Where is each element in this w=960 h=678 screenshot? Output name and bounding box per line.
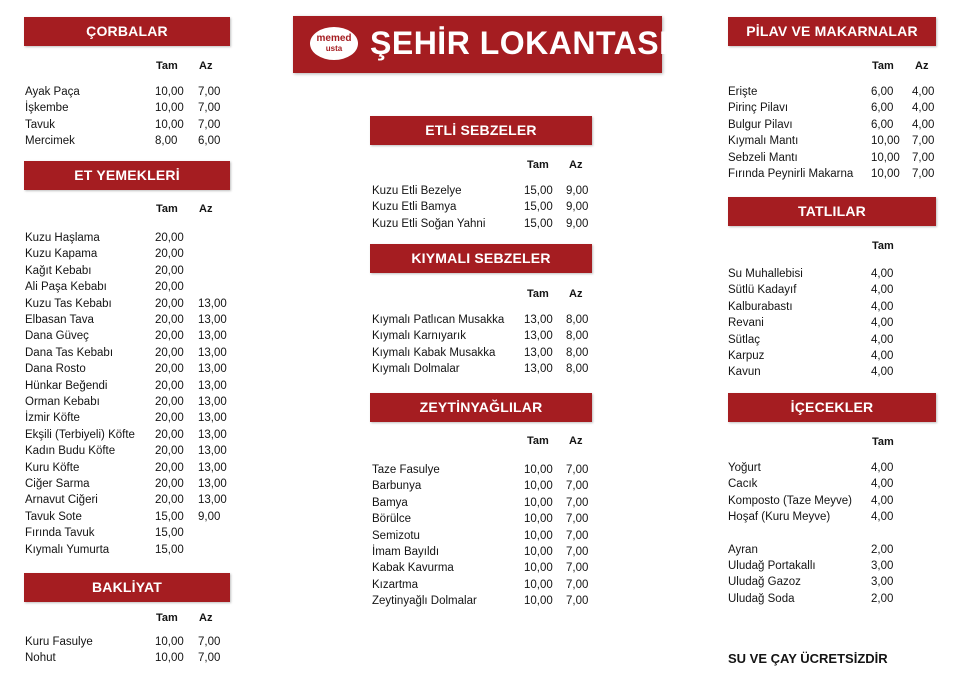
menu-item-row [0, 100, 960, 116]
column-header-az: Az [915, 60, 929, 72]
menu-item-name: Kabak Kavurma [372, 562, 454, 575]
menu-item-name: Hünkar Beğendi [25, 379, 108, 392]
menu-item-price-tam: 10,00 [871, 135, 900, 148]
menu-item-price-tam: 4,00 [871, 494, 894, 507]
menu-item-name: Semizotu [372, 529, 420, 542]
menu-item-name: Tavuk [25, 118, 56, 131]
menu-item-name: Bamya [372, 496, 408, 509]
column-header-az: Az [199, 612, 213, 624]
menu-item-row [0, 591, 960, 607]
menu-item-price-tam: 20,00 [155, 248, 184, 261]
column-header-tam: Tam [527, 159, 549, 171]
menu-item-name: Mercimek [25, 135, 75, 148]
menu-item-row [0, 476, 960, 492]
menu-item-price-tam: 4,00 [871, 478, 894, 491]
menu-item-price-az: 8,00 [566, 330, 589, 343]
menu-item-price-az: 7,00 [912, 168, 935, 180]
menu-item-price-tam: 20,00 [155, 412, 184, 425]
menu-item-name: Kıymalı Kabak Musakka [372, 346, 496, 359]
menu-item-price-tam: 10,00 [524, 513, 553, 526]
menu-item-price-tam: 20,00 [155, 478, 184, 490]
menu-item-row [0, 348, 960, 364]
menu-item-name: Zeytinyağlı Dolmalar [372, 595, 477, 608]
menu-item-price-az: 7,00 [912, 151, 935, 164]
menu-item-price-tam: 13,00 [524, 330, 553, 343]
menu-item-price-tam: 10,00 [524, 546, 553, 558]
menu-item-price-az: 13,00 [198, 330, 227, 343]
menu-item-price-tam: 4,00 [871, 462, 894, 474]
menu-item-price-tam: 15,00 [524, 217, 553, 230]
menu-item-price-tam: 13,00 [524, 314, 553, 326]
menu-item-price-az: 13,00 [198, 494, 227, 507]
menu-item-row [0, 315, 960, 331]
menu-item-price-az: 9,00 [198, 510, 221, 523]
section-title-bar: ETLİ SEBZELER [370, 116, 592, 145]
menu-item-price-az: 7,00 [198, 652, 221, 665]
menu-item-price-az: 13,00 [198, 461, 227, 474]
menu-item-price-az: 6,00 [198, 135, 221, 148]
column-header-az: Az [199, 203, 213, 215]
menu-item-price-az: 4,00 [912, 118, 935, 131]
menu-item-row [0, 299, 960, 315]
column-header-tam: Tam [156, 60, 178, 72]
menu-item-name: Sütlaç [728, 333, 760, 346]
memed-usta-logo [310, 27, 358, 60]
menu-item-price-tam: 4,00 [871, 317, 894, 330]
menu-item-name: Bulgur Pilavı [728, 118, 793, 131]
menu-item-price-az: 7,00 [912, 135, 935, 148]
column-header-tam: Tam [156, 203, 178, 215]
menu-item-name: Kuzu Tas Kebabı [25, 297, 112, 310]
menu-item-name: Su Muhallebisi [728, 268, 803, 280]
menu-item-price-tam: 6,00 [871, 102, 894, 115]
menu-item-price-tam: 10,00 [155, 652, 184, 665]
menu-item-price-tam: 4,00 [871, 284, 894, 297]
menu-item-price-tam: 6,00 [871, 86, 894, 98]
menu-item-price-tam: 10,00 [871, 151, 900, 164]
menu-item-name: Uludağ Portakallı [728, 560, 816, 572]
menu-item-price-tam: 20,00 [155, 363, 184, 376]
menu-item-price-tam: 2,00 [871, 543, 894, 556]
menu-item-price-tam: 20,00 [155, 330, 184, 343]
menu-item-price-az: 7,00 [198, 636, 221, 648]
section-title-bar: KIYMALI SEBZELER [370, 244, 592, 273]
section-title-bar: BAKLİYAT [24, 573, 230, 602]
menu-item-price-az: 13,00 [198, 428, 227, 441]
restaurant-title-banner [293, 16, 669, 73]
menu-item-price-az: 7,00 [198, 86, 221, 98]
column-header-az: Az [569, 288, 583, 300]
menu-item-price-tam: 20,00 [155, 396, 184, 408]
menu-item-price-tam: 15,00 [524, 185, 553, 197]
menu-item-price-az: 7,00 [198, 118, 221, 131]
menu-item-price-tam: 2,00 [871, 592, 894, 605]
menu-item-price-tam: 10,00 [155, 102, 184, 115]
menu-item-name: Fırında Tavuk [25, 527, 95, 540]
menu-item-row [0, 166, 960, 182]
menu-item-price-tam: 13,00 [524, 363, 553, 376]
menu-item-price-az: 7,00 [566, 480, 589, 493]
menu-item-name: Ayran [728, 543, 758, 556]
menu-item-name: Kıymalı Karnıyarık [372, 330, 466, 343]
menu-item-name: Orman Kebabı [25, 396, 100, 408]
menu-item-price-tam: 20,00 [155, 346, 184, 359]
menu-item-price-tam: 4,00 [871, 333, 894, 346]
menu-item-name: Taze Fasulye [372, 464, 440, 476]
menu-item-price-az: 13,00 [198, 314, 227, 326]
menu-item-price-az: 7,00 [566, 513, 589, 526]
column-header-tam: Tam [872, 60, 894, 72]
menu-item-name: Kıymalı Yumurta [25, 543, 110, 556]
menu-item-name: Revani [728, 317, 764, 330]
menu-item-price-tam: 10,00 [524, 578, 553, 591]
menu-item-price-tam: 10,00 [524, 529, 553, 542]
menu-item-row [0, 150, 960, 166]
menu-item-name: Kalburabastı [728, 300, 793, 313]
menu-item-price-az: 8,00 [566, 314, 589, 326]
menu-item-row [0, 427, 960, 443]
section-title-bar: PİLAV VE MAKARNALAR [728, 17, 936, 46]
menu-item-name: Fırında Peynirli Makarna [728, 168, 854, 180]
menu-item-row [0, 634, 960, 650]
menu-item-price-az: 8,00 [566, 346, 589, 359]
menu-item-name: Dana Rosto [25, 363, 86, 376]
menu-item-price-tam: 20,00 [155, 445, 184, 458]
menu-item-name: Kağıt Kebabı [25, 264, 92, 277]
menu-item-price-tam: 15,00 [155, 527, 184, 540]
menu-item-name: Arnavut Ciğeri [25, 494, 98, 507]
menu-item-row [0, 117, 960, 133]
column-header-tam: Tam [527, 288, 549, 300]
menu-item-name: Dana Tas Kebabı [25, 346, 114, 359]
menu-item-name: Kıymalı Mantı [728, 135, 799, 148]
menu-item-name: Tavuk Sote [25, 510, 82, 523]
menu-item-price-az: 13,00 [198, 478, 227, 490]
menu-item-price-az: 9,00 [566, 201, 589, 214]
menu-item-price-tam: 4,00 [871, 366, 894, 379]
menu-item-name: Kavun [728, 366, 761, 379]
menu-item-name: Erişte [728, 86, 758, 98]
menu-item-name: Barbunya [372, 480, 422, 493]
menu-item-price-tam: 10,00 [524, 595, 553, 608]
menu-item-name: Komposto (Taze Meyve) [728, 494, 852, 507]
section-title-bar: TATLILAR [728, 197, 936, 226]
menu-item-price-az: 7,00 [566, 595, 589, 608]
menu-item-name: Cacık [728, 478, 758, 491]
section-title-bar: İÇECEKLER [728, 393, 936, 422]
menu-item-price-tam: 10,00 [524, 562, 553, 575]
menu-item-price-az: 9,00 [566, 217, 589, 230]
menu-item-price-tam: 10,00 [524, 480, 553, 493]
menu-item-price-az: 7,00 [566, 529, 589, 542]
menu-item-name: Pirinç Pilavı [728, 102, 789, 115]
menu-item-price-tam: 20,00 [155, 264, 184, 277]
menu-item-row [0, 558, 960, 574]
menu-item-price-tam: 4,00 [871, 511, 894, 524]
menu-item-price-az: 13,00 [198, 412, 227, 425]
menu-item-name: Kuzu Etli Bamya [372, 201, 457, 214]
menu-item-name: Kıymalı Patlıcan Musakka [372, 314, 505, 326]
menu-item-price-az: 13,00 [198, 445, 227, 458]
menu-item-name: Kıymalı Dolmalar [372, 363, 460, 376]
menu-item-name: Uludağ Soda [728, 592, 795, 605]
column-header-tam: Tam [156, 612, 178, 624]
menu-item-price-tam: 10,00 [524, 464, 553, 476]
menu-item-price-tam: 20,00 [155, 494, 184, 507]
menu-item-row [0, 364, 960, 380]
menu-item-row [0, 133, 960, 149]
menu-item-price-az: 7,00 [566, 562, 589, 575]
menu-item-row [0, 282, 960, 298]
column-header-tam: Tam [872, 436, 894, 448]
menu-item-row [0, 542, 960, 558]
menu-item-name: Ciğer Sarma [25, 478, 90, 490]
menu-item-row [0, 266, 960, 282]
menu-item-name: İmam Bayıldı [372, 546, 440, 558]
menu-item-price-tam: 4,00 [871, 350, 894, 362]
menu-item-name: Ali Paşa Kebabı [25, 281, 107, 294]
column-header-tam: Tam [527, 435, 549, 447]
menu-item-price-az: 7,00 [566, 546, 589, 558]
menu-item-price-tam: 10,00 [524, 496, 553, 509]
free-water-tea-note: SU VE ÇAY ÜCRETSİZDİR [728, 651, 888, 666]
menu-item-row [0, 509, 960, 525]
menu-item-price-tam: 20,00 [155, 461, 184, 474]
menu-item-price-tam: 20,00 [155, 314, 184, 326]
menu-item-price-tam: 10,00 [155, 636, 184, 648]
section-title-bar: ET YEMEKLERİ [24, 161, 230, 190]
menu-item-name: Kuzu Haşlama [25, 232, 100, 244]
menu-item-name: İzmir Köfte [25, 412, 80, 425]
menu-item-name: Kuzu Etli Soğan Yahni [372, 217, 486, 230]
menu-item-row [0, 443, 960, 459]
menu-item-price-az: 13,00 [198, 379, 227, 392]
menu-item-name: Kuzu Kapama [25, 248, 98, 261]
menu-item-price-az: 7,00 [198, 102, 221, 115]
menu-item-name: Uludağ Gazoz [728, 576, 801, 589]
menu-item-price-tam: 3,00 [871, 576, 894, 589]
menu-item-price-az: 13,00 [198, 396, 227, 408]
menu-item-row [0, 493, 960, 509]
menu-item-name: Kuzu Etli Bezelye [372, 185, 462, 197]
menu-item-price-tam: 15,00 [155, 510, 184, 523]
menu-item-price-tam: 10,00 [155, 118, 184, 131]
menu-item-name: Kızartma [372, 578, 419, 591]
column-header-tam: Tam [872, 240, 894, 252]
menu-item-price-tam: 20,00 [155, 428, 184, 441]
menu-item-row [0, 84, 960, 100]
menu-item-price-tam: 10,00 [871, 168, 900, 180]
menu-item-price-az: 4,00 [912, 102, 935, 115]
menu-item-price-tam: 20,00 [155, 297, 184, 310]
menu-item-price-tam: 15,00 [155, 543, 184, 556]
column-header-az: Az [199, 60, 213, 72]
section-title-bar: ZEYTİNYAĞLILAR [370, 393, 592, 422]
menu-item-price-az: 7,00 [566, 464, 589, 476]
menu-item-name: Börülce [372, 513, 411, 526]
menu-item-name: Hoşaf (Kuru Meyve) [728, 511, 831, 524]
logo-line2: usta [325, 44, 343, 53]
menu-item-row [0, 574, 960, 590]
menu-item-name: Kuru Köfte [25, 461, 80, 474]
menu-item-price-az: 7,00 [566, 578, 589, 591]
menu-item-name: Kadın Budu Köfte [25, 445, 116, 458]
restaurant-name: ŞEHİR LOKANTASI [370, 25, 669, 61]
menu-item-name: Ayak Paça [25, 86, 80, 98]
menu-item-name: Dana Güveç [25, 330, 89, 343]
menu-item-price-az: 13,00 [198, 363, 227, 376]
menu-item-price-tam: 20,00 [155, 379, 184, 392]
menu-item-price-tam: 6,00 [871, 118, 894, 131]
column-header-az: Az [569, 159, 583, 171]
menu-item-name: Sütlü Kadayıf [728, 284, 797, 297]
menu-item-price-az: 13,00 [198, 346, 227, 359]
menu-item-name: Elbasan Tava [25, 314, 94, 326]
menu-item-name: Yoğurt [728, 462, 761, 474]
menu-item-row [0, 460, 960, 476]
menu-item-price-az: 13,00 [198, 297, 227, 310]
menu-item-price-tam: 20,00 [155, 232, 184, 244]
menu-item-price-tam: 4,00 [871, 268, 894, 280]
menu-item-price-tam: 13,00 [524, 346, 553, 359]
menu-item-name: İşkembe [25, 102, 69, 115]
menu-item-name: Kuru Fasulye [25, 636, 93, 648]
section-title-bar: ÇORBALAR [24, 17, 230, 46]
menu-item-name: Nohut [25, 652, 56, 665]
menu-item-name: Sebzeli Mantı [728, 151, 798, 164]
menu-item-price-az: 7,00 [566, 496, 589, 509]
menu-item-price-az: 8,00 [566, 363, 589, 376]
menu-item-name: Karpuz [728, 350, 765, 362]
menu-item-price-tam: 10,00 [155, 86, 184, 98]
menu-item-price-az: 9,00 [566, 185, 589, 197]
menu-item-price-az: 4,00 [912, 86, 935, 98]
menu-item-price-tam: 20,00 [155, 281, 184, 294]
menu-item-name: Ekşili (Terbiyeli) Köfte [25, 428, 135, 441]
menu-item-row [0, 332, 960, 348]
menu-item-price-tam: 3,00 [871, 560, 894, 572]
menu-item-price-tam: 4,00 [871, 300, 894, 313]
menu-item-price-tam: 8,00 [155, 135, 178, 148]
menu-item-price-tam: 15,00 [524, 201, 553, 214]
column-header-az: Az [569, 435, 583, 447]
logo-line1: memed [316, 33, 352, 44]
